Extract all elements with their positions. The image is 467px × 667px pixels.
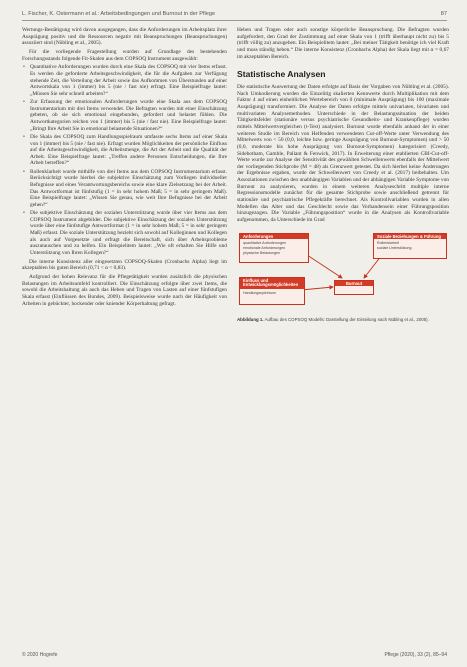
scale-list	[22, 64, 227, 256]
figure-caption	[237, 317, 449, 322]
box-line: physische Belastungen	[243, 250, 280, 255]
paragraph: Die statistische Auswertung der Daten erfolgte auf Basis der Vorgaben von Nübling et al. (2005). Nach Umkodierung wurden die Einzelitig skalierten Kennwerte durch Multiplikation mit dem Faktor 4 auf einen einheitlichen Wertebereich von 0 (minimale Ausprägung) bis 100 (maximale Ausprägung) transformiert. Die Analyse der Daten erfolgte mittels univariaten, bivariaten und multivariaten Analysemethoden. Unterschiede in der Belastungssituation der beiden Tätigkeitsfelder (stationäre versus psychiatrische Gesundheits- und Krankenpflege) wurden mittels Mittelwertvergleichen (t-Test) analysiert. Burnout wurde ebenfalls anhand der in einer weiteren Studie im Bereich von Helfenden verwendeten Cut-off-Werte unter Verwendung des Mittelwerts von < 50 (0,0, leichte bzw. geringe Ausprägung von Burnout-Symptomen) und > 50 (0,0, moderate bis hohe Ausprägung von Burnout-Symptomen) kategorisiert (Creedy, Sidebotham, Gamble, Pallant & Fenwick, 2017). In Erweiterung einer etablierten CBI-Cut-off-Werte wurde zur Analyse der Sensitivität des gewählten Schwellenwerts ebenfalls der Mittelwert der vorliegenden Stichprobe (M = 48) als Grenzwert getestet. Da sich hierbei keine Änderungen der Ergebnisse ergaben, wurde der Schwellenwert von Creedy et al. (2017) beibehalten. Um Assoziationen zwischen den unabhängigen Variablen und der abhängigen Variable Symptome von Burnout zu analysieren, wurden in einem weiteren Analyseschritt multiple interne Regressionsmodelle zunächst für die gesamte Stichprobe sowie anschließend getrennt für stationäre und psychiatrische Pflegekräfte berechnet. Als Kontrollvariablen wurden in allen Modellen das Alter und das Geschlecht sowie das Vorhandensein einer Führungsposition hinzugezogen. Die Variable „Führungsposition“ wurde in die Analysen als Kontrollvariable aufgenommen, da Unterschiede im Grad	[237, 83, 449, 224]
box-line: emotionale Anforderungen	[243, 245, 286, 250]
list-item: • Zur Erfassung der emotionalen Anforderungen wurde eine Skala aus dem COPSOQ Instrumentarium mit drei Items verwendet. Die Befragten wurden mit einer Einschätzung gebeten, ob sie sich emotional eingebunden, gefordert und belastet fühlen. Die Antwortkategorien reichen von 1 (immer) bis 5 (nie / fast nie). Eine Beispielfrage lautet: „Bringt Ihre Arbeit Sie in emotional belastende Situationen?“	[22, 99, 227, 132]
paragraph: Heben und Tragen oder auch sonstige körperliche Beanspruchung. Die Befragten wurden aufgefordert, den Grad der Zustimmung auf einer Skala von 1 (trifft überhaupt nicht zu) bis 5 (trifft völlig zu) anzugeben. Ein Beispielitem lautet: „Bei meiner Tätigkeit benötige ich viel Kraft und muss ständig heben.“ Die interne Konsistenz (Cronbachs Alpha) der Skala liegt mit α = 0,67 im akzeptablen Bereich.	[237, 27, 449, 60]
box-anforderungen	[239, 233, 309, 263]
running-header-title: L. Fischer, K. Ostermann et al.: Arbeitsbedingungen und Burnout in der Pflege	[22, 11, 216, 17]
box-burnout	[334, 280, 374, 295]
box-line: Rollenklarheit	[377, 241, 399, 246]
box-title: Anforderungen	[240, 234, 308, 240]
right-column	[237, 27, 449, 322]
caption-label: Abbildung 1.	[237, 316, 264, 322]
running-header	[22, 8, 447, 21]
left-column	[22, 27, 227, 309]
box-einfluss	[239, 277, 305, 305]
box-line: Handlungsspielraum	[243, 290, 276, 295]
footer-right: Pflege (2020), 33 (2), 85–94	[384, 652, 447, 658]
arrow	[301, 287, 333, 290]
list-item: • Die Skala des COPSOQ zum Handlungsspielraum umfasste sechs Items auf einer Skala von 1 (immer) bis 5 (nie / fast nie). Erfragt wurden Möglichkeiten der persönliche Einfluss auf die Arbeitsgeschwindigkeit, die Arbeitsmenge, die Art der Arbeit und die Qualität der Arbeit. Eine Beispielfrage lautet: „Treffen andere Personen Entscheidungen, die Ihre Arbeit betreffen?“	[22, 134, 227, 167]
section-title: Statistische Analysen	[237, 69, 326, 80]
box-title: Soziale Beziehungen & Führung	[374, 234, 446, 240]
paragraph: Für die vorliegende Fragestellung wurden auf Grundlage des bestehenden Forschungsstands folgende Fit-Skalen aus dem COPSOQ Instrument ausgewählt:	[22, 48, 227, 62]
box-title: Einfluss und Entwicklungsmöglichkeiten	[240, 278, 304, 289]
model-figure	[237, 232, 449, 314]
box-title: Burnout	[335, 281, 373, 287]
footer-left: © 2020 Hogrefe	[22, 652, 58, 658]
paragraph: Aufgrund der hohen Relevanz für die Pflegetätigkeit wurden zusätzlich die physischen Belastungen im Arbeitsumfeld kontrolliert. Die Einschätzung erfolgte über zwei Items, die sowohl die Arbeitshaltung als auch das Heben und Tragen von Lasten auf einer fünfstufigen Skala erfasst (Einflüssen des Bundes, 2009). Beispielsweise wurde nach der Häufigkeit von Arbeiten in gebückter, hockender oder kniender Körperhaltung gefragt.	[22, 273, 227, 307]
box-line: soziale Unterstützung	[377, 245, 412, 250]
list-item: • Quantitative Anforderungen wurden durch eine Skala des COPSOQ mit vier Items erfasst. Es werden die geforderte Arbeitsgeschwindigkeit, die für die Aufgaben zur Verfügung stehende Zeit, die Verteilung der Arbeit sowie das Aufkommen von Überstunden auf einer Antwortskala von 1 (immer) bis 5 (nie / fast nie) erfragt. Eine Beispielfrage lautet: „Müssen Sie sehr schnell arbeiten?“	[22, 64, 227, 97]
list-item: • Die subjektive Einschätzung der sozialen Unterstützung wurde über vier Items aus dem COPSOQ Instrument abgebildet. Die subjektive Einschätzung der sozialen Unterstützung wurde über eine fünfstufige Antwortformat (1 = in sehr hohem Maß; 5 = in sehr geringem Maß) erfasst. Die soziale Unterstützung bezieht sich sowohl auf Kolleginnen und Kollegen als auch auf Vorgesetzte und erfragt die Bereitschaft, sich über Arbeitsprobleme auszutauschen und zu helfen. Ein Beispielitem lautet: „Wie oft erhalten Sie Hilfe und Unterstützung von Ihren Kollegen?“	[22, 210, 227, 257]
paragraph: Die interne Konsistenz aller eingesetzten COPSOQ-Skalen (Cronbachs Alpha) liegt im akzeptablen bis guten Bereich (0,71 < α < 0,83).	[22, 258, 227, 272]
caption-text: Aufbau des COPSOQ Modells: Darstellung der Einteilung nach Nübling et al., 2005).	[264, 316, 429, 322]
paragraph: Wertungs-Bestätigung wird davon ausgegangen, dass die Anforderungen im Arbeitsplatz ihrer Ausprägung positiv und die Ressourcen negativ mit Beanspruchungen (Beanspruchungen) assoziiert sind (Nübling et al., 2005).	[22, 27, 227, 47]
box-line: quantitative Anforderungen	[243, 241, 286, 246]
page-number: 87	[440, 11, 447, 17]
list-item: • Rollenklarheit wurde mithilfe von drei Items aus dem COPSOQ Instrumentarium erfasst. Berücksichtigt wurde hierbei die subjektive Einschätzung zum Vorliegen individueller Befugnisse und eines Verantwortungsbereichs sowie eine klare Zielsetzung bei der Arbeit. Das Antwortformat ist fünfstufig (1 = in sehr hohem Maß; 5 = in sehr geringem Maß). Eine Beispielfrage lautet: „Wissen Sie genau, wie weit Ihre Befugnisse bei der Arbeit gehen?“	[22, 169, 227, 209]
box-soziale-beziehungen	[373, 233, 447, 259]
